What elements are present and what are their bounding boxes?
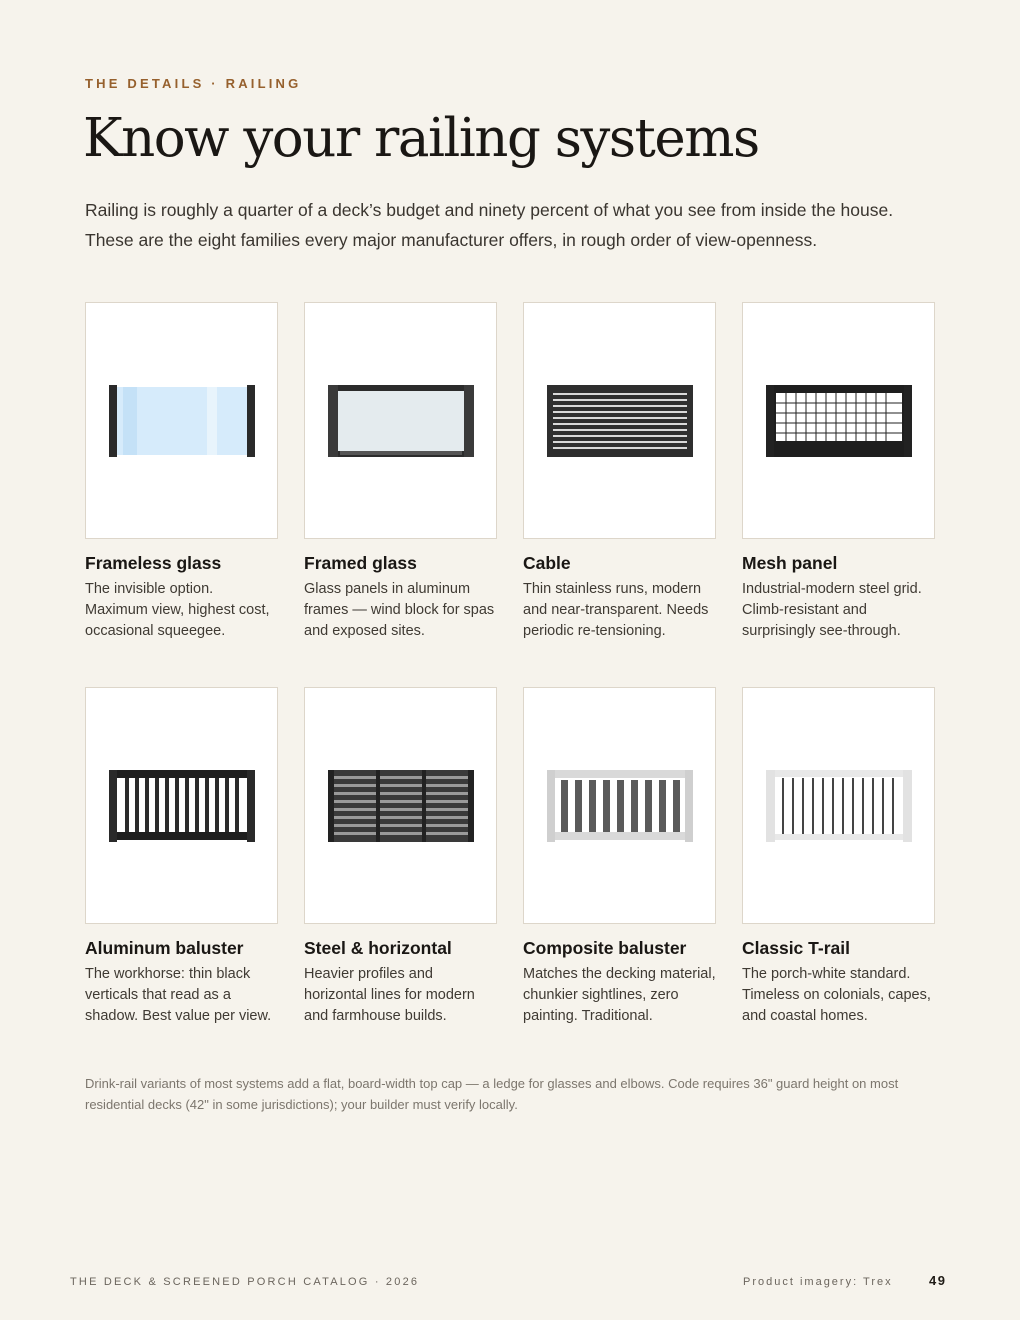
card-title: Aluminum baluster [85, 938, 244, 958]
aluminum-baluster-railing-image [85, 687, 278, 924]
card-description: The porch-white standard. Timeless on colonials, capes, and coastal homes. [742, 966, 931, 1024]
card-description: Matches the decking material, chunkier sightlines, zero painting. Traditional. [523, 966, 716, 1024]
footer-catalog-title: THE DECK & SCREENED PORCH CATALOG · 2026 [70, 1276, 420, 1288]
footnote: Drink-rail variants of most systems add a flat, board-width top cap — a ledge for glasses and elbows. Code requires 36" guard height on most residential decks (42" in some jurisdictions); your builder must verify locally. [85, 1076, 899, 1112]
railing-card-steel-horizontal [304, 687, 497, 1027]
railing-card-composite-baluster [523, 687, 716, 1027]
card-title: Classic T-rail [742, 938, 850, 958]
railing-card-aluminum-baluster [85, 687, 278, 1027]
section-eyebrow: THE DETAILS · RAILING [85, 76, 302, 91]
card-description: Thin stainless runs, modern and near-transparent. Needs periodic re-tensioning. [523, 581, 709, 639]
page-number: 49 [929, 1273, 947, 1288]
card-title: Mesh panel [742, 553, 838, 573]
page-title: Know your railing systems [83, 108, 759, 169]
railing-card-cable [523, 302, 716, 642]
card-description: Industrial-modern steel grid. Climb-resistant and surprisingly see-through. [742, 581, 922, 639]
card-title: Frameless glass [85, 553, 222, 573]
railing-card-framed-glass [304, 302, 497, 642]
railing-card-mesh-panel [742, 302, 935, 642]
railing-card-classic-t-rail [742, 687, 935, 1027]
frameless-glass-railing-image [85, 302, 278, 539]
card-title: Cable [523, 553, 571, 573]
intro-paragraph: Railing is roughly a quarter of a deck’s budget and ninety percent of what you see from inside the house. These are the eight families every major manufacturer offers, in rough order of view-openness. [85, 200, 894, 250]
railing-grid-row-2 [85, 687, 935, 1027]
framed-glass-railing-image [304, 302, 497, 539]
card-title: Steel & horizontal [304, 938, 452, 958]
railing-grid-row-1 [85, 302, 935, 642]
footer-image-credit: Product imagery: Trex [743, 1276, 893, 1288]
railing-card-frameless-glass [85, 302, 278, 642]
mesh-panel-railing-image [742, 302, 935, 539]
cable-railing-image [523, 302, 716, 539]
steel-horizontal-railing-image [304, 687, 497, 924]
card-title: Composite baluster [523, 938, 687, 958]
classic-t-rail-railing-image [742, 687, 935, 924]
card-title: Framed glass [304, 553, 417, 573]
card-description: The workhorse: thin black verticals that read as a shadow. Best value per view. [85, 966, 272, 1024]
card-description: Heavier profiles and horizontal lines for modern and farmhouse builds. [304, 966, 475, 1024]
composite-baluster-railing-image [523, 687, 716, 924]
card-description: Glass panels in aluminum frames — wind block for spas and exposed sites. [304, 581, 495, 639]
card-description: The invisible option. Maximum view, highest cost, occasional squeegee. [85, 581, 270, 639]
